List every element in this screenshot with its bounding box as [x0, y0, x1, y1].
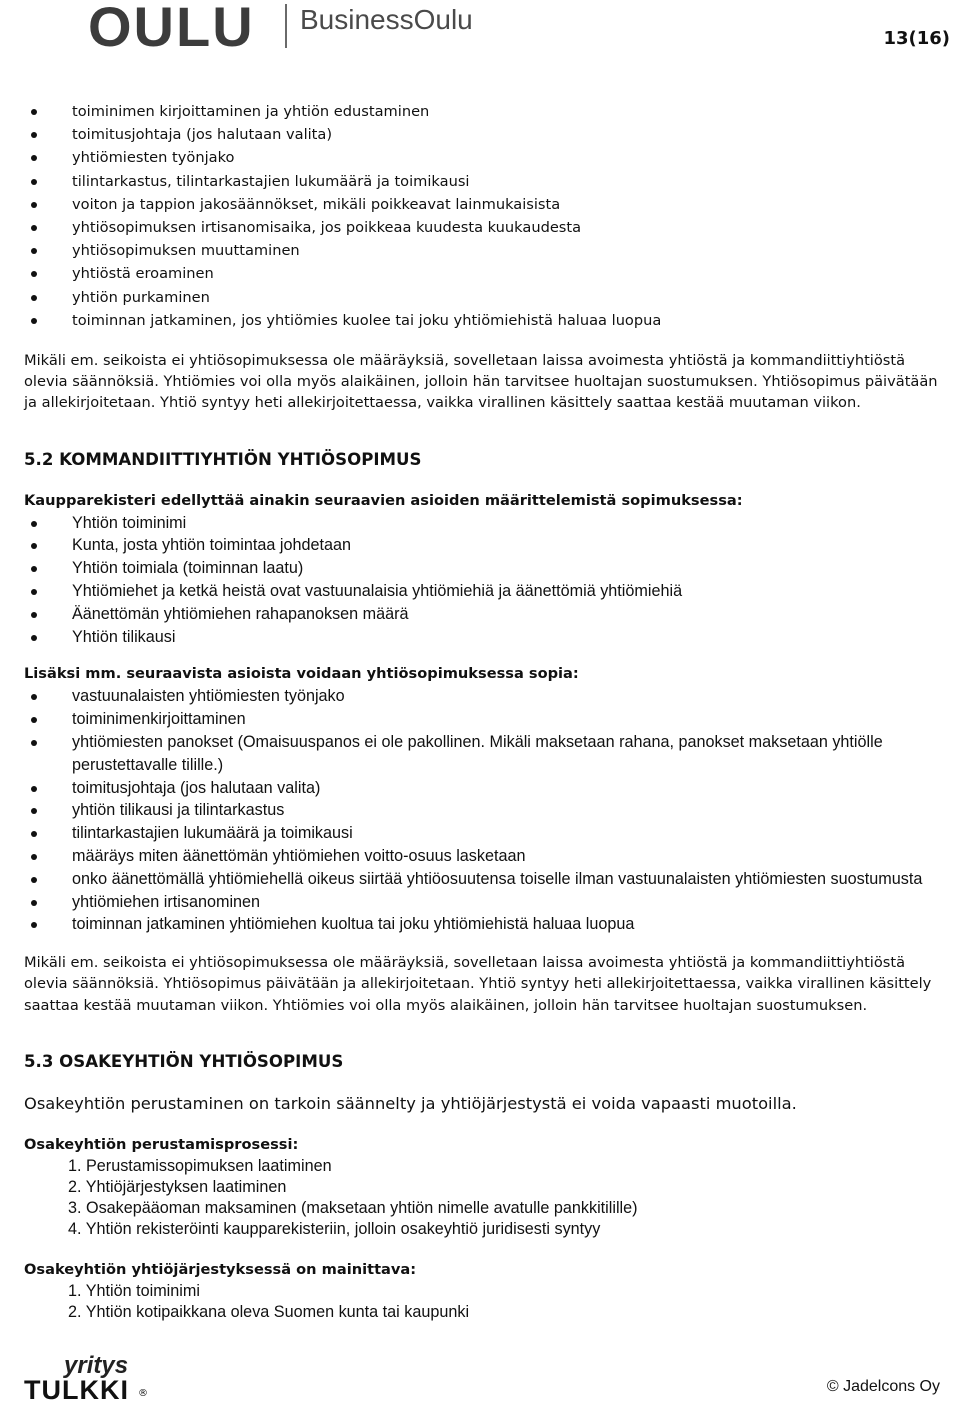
list-item: Yhtiön toimiala (toiminnan laatu) — [24, 557, 944, 580]
list-item: Yhtiön tilikausi — [24, 626, 944, 649]
list-item: yhtiömiesten työnjako — [24, 146, 944, 169]
list-item: yhtiöstä eroaminen — [24, 262, 944, 285]
list-item: Äänettömän yhtiömiehen rahapanoksen määrä — [24, 603, 944, 626]
list-item: vastuunalaisten yhtiömiesten työnjako — [24, 685, 944, 708]
subheading: Kaupparekisteri edellyttää ainakin seuraavien asioiden määrittelemistä sopimuksessa: — [24, 491, 743, 509]
list-item: toiminnan jatkaminen, jos yhtiömies kuolee tai joku yhtiömiehistä haluaa luopua — [24, 309, 944, 332]
paragraph: Mikäli em. seikoista ei yhtiösopimuksessa ole määräyksiä, sovelletaan laissa avoimesta yhtiöstä ja kommandiittiyhtiöstä olevia säännöksiä. Yhtiömies voi olla myös alaikäinen, jolloin hän tarvitsee huoltajan suostumuksen. Yhtiösopimus päivätään ja allekirjoitetaan. Yhtiö syntyy heti allekirjoitettaessa, vaikka virallinen käsittely saattaa kestää muutaman viikon. — [24, 352, 938, 412]
list-item: toiminnan jatkaminen yhtiömiehen kuoltua tai joku yhtiömiehistä haluaa luopua — [24, 913, 944, 936]
page-header — [0, 0, 960, 60]
list-item: tilintarkastajien lukumäärä ja toimikausi — [24, 822, 944, 845]
additional-items-list — [24, 685, 944, 936]
list-item: onko äänettömällä yhtiömiehellä oikeus siirtää yhtiöosuutensa toiselle ilman vastuunalaisten yhtiömiesten suostumusta — [24, 868, 944, 891]
subheading: Osakeyhtiön perustamisprosessi: — [24, 1135, 299, 1153]
list-item: 4. Yhtiön rekisteröinti kaupparekisteriin, jolloin osakeyhtiö juridisesti syntyy — [68, 1220, 601, 1239]
list-item: Kunta, josta yhtiön toimintaa johdetaan — [24, 534, 944, 557]
list-item: yhtiön purkaminen — [24, 286, 944, 309]
page-number: 13(16) — [883, 28, 950, 49]
business-oulu-logo: BusinessOulu — [300, 4, 473, 35]
oulu-logo: OULU — [88, 0, 255, 58]
list-item: toiminimenkirjoittaminen — [24, 708, 944, 731]
page-content — [24, 100, 944, 1323]
list-item: toimitusjohtaja (jos halutaan valita) — [24, 123, 944, 146]
list-item: 1. Yhtiön toiminimi — [68, 1281, 200, 1300]
section-heading: 5.2 KOMMANDIITTIYHTIÖN YHTIÖSOPIMUS — [24, 449, 422, 469]
section-heading: 5.3 OSAKEYHTIÖN YHTIÖSOPIMUS — [24, 1051, 344, 1071]
list-item: toimitusjohtaja (jos halutaan valita) — [24, 777, 944, 800]
list-item: 3. Osakepääoman maksaminen (maksetaan yhtiön nimelle avatulle pankkitilille) — [68, 1199, 638, 1218]
logo-top-text: yritys — [64, 1352, 129, 1379]
logo-bottom-text: TULKKI — [24, 1375, 129, 1405]
list-item: toiminimen kirjoittaminen ja yhtiön edustaminen — [24, 100, 944, 123]
list-item: yhtiösopimuksen irtisanomisaika, jos poikkeaa kuudesta kuukaudesta — [24, 216, 944, 239]
list-item: 1. Perustamissopimuksen laatiminen — [68, 1156, 332, 1175]
list-item: 2. Yhtiön kotipaikkana oleva Suomen kunta tai kaupunki — [68, 1302, 470, 1321]
list-item: yhtiön tilikausi ja tilintarkastus — [24, 799, 944, 822]
list-item: Yhtiömiehet ja ketkä heistä ovat vastuunalaisia yhtiömiehiä ja äänettömiä yhtiömiehiä — [24, 580, 944, 603]
mention-list — [24, 1281, 944, 1323]
list-item: yhtiömiesten panokset (Omaisuuspanos ei ole pakollinen. Mikäli maksetaan rahana, panokset maksetaan yhtiölle perustettavalle tilille.) — [24, 731, 944, 777]
registered-mark: ® — [138, 1388, 148, 1399]
logo-divider — [285, 4, 287, 48]
list-item: määräys miten äänettömän yhtiömiehen voitto-osuus lasketaan — [24, 845, 944, 868]
process-list — [24, 1156, 944, 1241]
subheading: Osakeyhtiön yhtiöjärjestyksessä on mainittava: — [24, 1260, 417, 1278]
list-item: yhtiösopimuksen muuttaminen — [24, 239, 944, 262]
subheading: Lisäksi mm. seuraavista asioista voidaan yhtiösopimuksessa sopia: — [24, 665, 579, 683]
paragraph: Mikäli em. seikoista ei yhtiösopimuksessa ole määräyksiä, sovelletaan laissa avoimesta yhtiöstä ja kommandiittiyhtiöstä olevia säännöksiä. Yhtiösopimus päivätään ja allekirjoitetaan. Yhtiö syntyy heti allekirjoitettaessa, vaikka virallinen käsittely saattaa kestää muutaman viikon. Yhtiömies voi olla myös alaikäinen, jolloin hän tarvitsee huoltajan suostumuksen. — [24, 954, 932, 1014]
list-item: tilintarkastus, tilintarkastajien lukumäärä ja toimikausi — [24, 170, 944, 193]
copyright-notice: © Jadelcons Oy — [826, 1378, 940, 1395]
list-item: Yhtiön toiminimi — [24, 512, 944, 535]
list-item: 2. Yhtiöjärjestyksen laatiminen — [68, 1178, 287, 1196]
intro-text: Osakeyhtiön perustaminen on tarkoin säännelty ja yhtiöjärjestystä ei voida vapaasti muotoilla. — [24, 1093, 797, 1113]
required-items-list — [24, 512, 944, 649]
list-item: yhtiömiehen irtisanominen — [24, 891, 944, 914]
partnership-agreement-list — [24, 100, 944, 332]
list-item: voiton ja tappion jakosäännökset, mikäli poikkeavat lainmukaisista — [24, 193, 944, 216]
yritystulkki-logo — [24, 1352, 154, 1405]
